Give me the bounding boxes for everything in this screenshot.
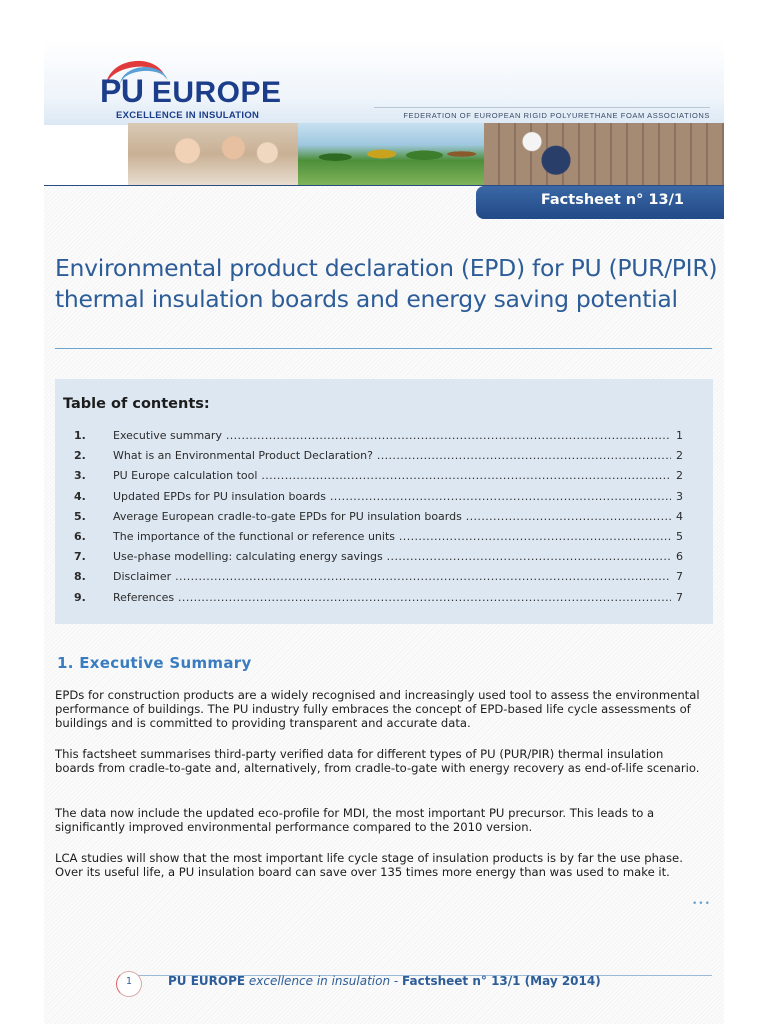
toc-item[interactable] (55, 530, 713, 550)
toc-item-page: 3 (671, 490, 683, 503)
toc-item[interactable] (55, 591, 713, 611)
logo-pu: PU (100, 73, 144, 109)
toc-item-page: 6 (671, 550, 683, 563)
toc-item-text: Updated EPDs for PU insulation boards ..... (113, 490, 683, 503)
toc-item-text: The importance of the functional or reference units ..... (113, 530, 683, 543)
paragraph: This factsheet summarises third-party verified data for different types of PU (PUR/PIR) thermal insulation boards from cradle-to-gate and, alternatively, from cradle-to-gate with energy recovery as end-of-life scenario. (55, 747, 700, 775)
toc-item[interactable] (55, 570, 713, 590)
toc-item[interactable] (55, 449, 713, 469)
toc-item-number: 1. (74, 429, 86, 442)
toc-item-number: 8. (74, 570, 86, 584)
page-number: 1 (125, 976, 133, 987)
toc-item[interactable] (55, 490, 713, 510)
footer-text (168, 974, 601, 988)
toc-item-text: Executive summary ..... (113, 429, 683, 442)
document-header (44, 41, 724, 186)
table-of-contents (55, 379, 713, 624)
footer-tagline: excellence in insulation (248, 974, 391, 988)
toc-item[interactable] (55, 469, 713, 489)
paragraph: LCA studies will show that the most important life cycle stage of insulation products is by far the use phase. Over its useful life, a PU insulation board can save over 135 times more energy than was used to make it. (55, 851, 683, 879)
toc-item-number: 7. (74, 550, 86, 564)
toc-item-page: 2 (671, 449, 683, 462)
logo-europe: EUROPE (151, 76, 282, 109)
toc-item-page: 7 (671, 570, 683, 583)
title-rule (55, 348, 712, 349)
toc-item-page: 5 (671, 530, 683, 543)
toc-item-number: 2. (74, 449, 86, 463)
toc-item-text: Disclaimer ..... (113, 570, 683, 583)
continuation-dots: ••• (692, 899, 711, 909)
document-page (44, 41, 724, 1024)
section-heading-executive-summary: 1. Executive Summary (57, 654, 252, 672)
federation-name: FEDERATION OF EUROPEAN RIGID POLYURETHANE FOAM ASSOCIATIONS (403, 111, 710, 120)
factsheet-label: Factsheet n° 13/1 (540, 192, 684, 208)
footer-brand: PU EUROPE (168, 974, 246, 988)
toc-item-text: Average European cradle-to-gate EPDs for PU insulation boards ..... (113, 510, 683, 523)
toc-item[interactable] (55, 510, 713, 530)
toc-item-page: 4 (671, 510, 683, 523)
toc-item-number: 9. (74, 590, 86, 604)
garden-photo (298, 123, 484, 185)
toc-item-text: What is an Environmental Product Declaration? ..... (113, 449, 683, 462)
toc-item[interactable] (55, 550, 713, 570)
toc-item[interactable] (55, 429, 713, 449)
page-number-badge (116, 971, 142, 997)
footer-factsheet: Factsheet n° 13/1 (May 2014) (402, 974, 601, 988)
paragraph: The data now include the updated eco-profile for MDI, the most important PU precursor. This leads to a significantly improved environmental performance compared to the 2010 version. (55, 806, 655, 834)
pu-europe-logo (100, 75, 282, 121)
toc-item-page: 7 (671, 591, 683, 604)
factsheet-tab (476, 186, 724, 219)
toc-item-text: PU Europe calculation tool ..... (113, 469, 683, 482)
paragraph: EPDs for construction products are a widely recognised and increasingly used tool to assess the environmental performance of buildings. The PU industry fully embraces the concept of EPD-based life cycle assessments of buildings and is committed to providing transparent and accurate data. (55, 688, 700, 730)
logo-tagline: EXCELLENCE IN INSULATION (116, 110, 260, 121)
toc-item-number: 3. (74, 469, 86, 483)
header-photo-strip (128, 123, 724, 185)
toc-heading: Table of contents: (63, 396, 210, 412)
toc-item-text: References ..... (113, 591, 683, 604)
toc-item-number: 5. (74, 509, 86, 523)
toc-item-text: Use-phase modelling: calculating energy savings ..... (113, 550, 683, 563)
toc-item-page: 1 (671, 429, 683, 442)
toc-item-page: 2 (671, 469, 683, 482)
toc-list (55, 429, 713, 611)
construction-photo (484, 123, 724, 185)
toc-item-number: 4. (74, 489, 86, 503)
document-title: Environmental product declaration (EPD) for PU (PUR/PIR) thermal insulation boards and energy saving potential (55, 254, 718, 313)
footer-separator: - (390, 974, 403, 988)
toc-item-number: 6. (74, 529, 86, 543)
family-photo (128, 123, 298, 185)
federation-rule (374, 107, 710, 108)
